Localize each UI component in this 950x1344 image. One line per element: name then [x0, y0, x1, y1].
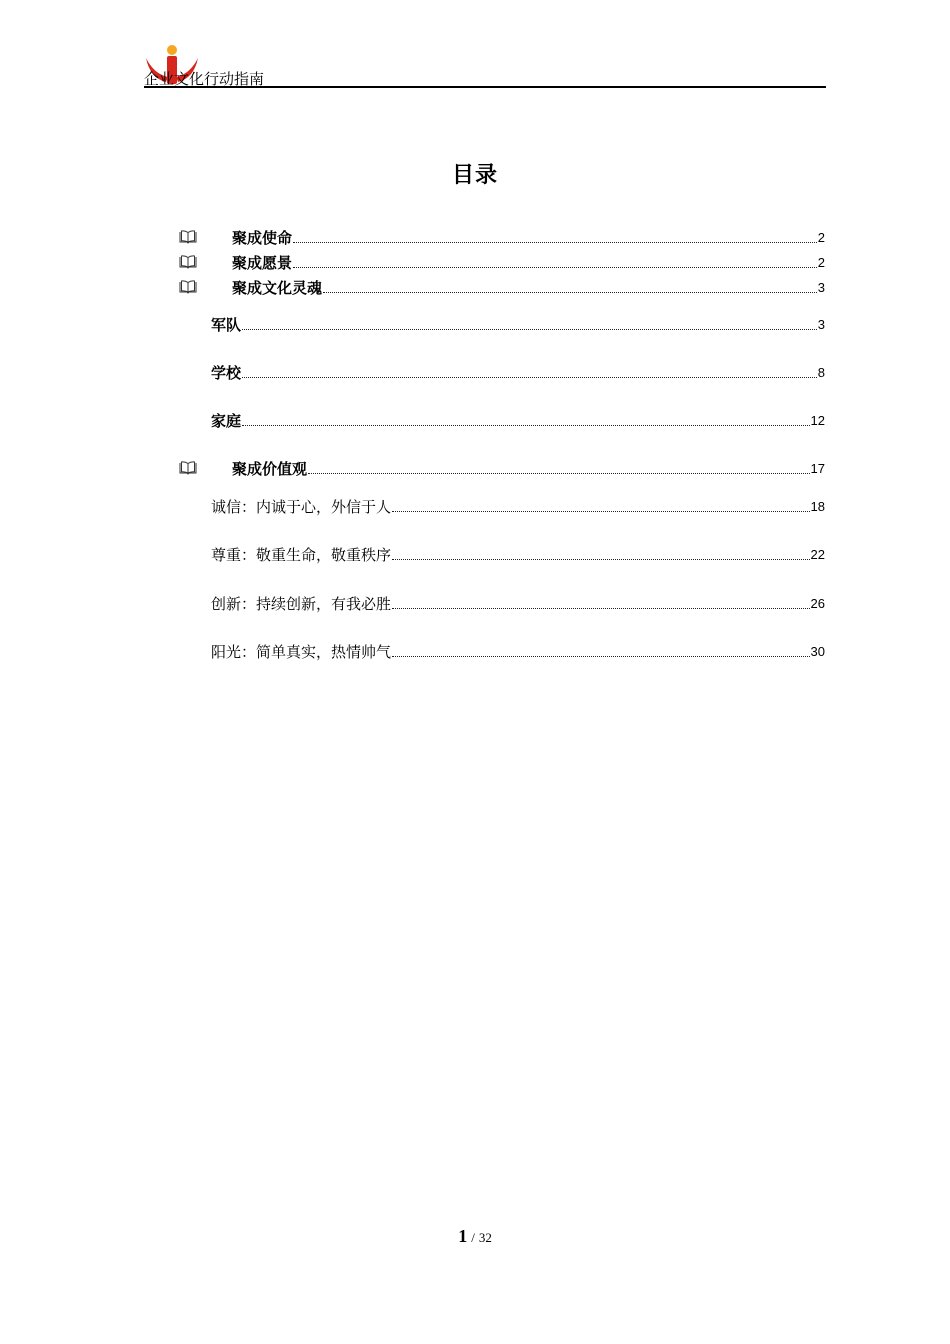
toc-entry-page-number: 8	[817, 365, 825, 380]
dot-leader	[392, 558, 810, 560]
dot-leader	[242, 328, 817, 330]
toc-entry-label: 聚成愿景	[232, 254, 293, 272]
toc-entry-page-number: 12	[810, 413, 825, 428]
toc-entry-label: 聚成价值观	[232, 460, 308, 478]
toc-entry[interactable]	[211, 362, 825, 382]
toc-entry[interactable]	[232, 252, 825, 272]
toc-entry-page-number: 18	[810, 499, 825, 514]
page-separator: /	[471, 1230, 475, 1245]
toc-entry[interactable]	[211, 544, 825, 564]
toc-entry[interactable]	[211, 593, 825, 613]
toc-entry-page-number: 2	[817, 230, 825, 245]
open-book-icon	[179, 230, 197, 244]
toc-entry-label: 聚成文化灵魂	[232, 279, 323, 297]
header-title: 企业文化行动指南	[144, 70, 265, 88]
toc-entry-label: 家庭	[211, 412, 242, 430]
toc-title: 目录	[451, 163, 498, 188]
toc-entry[interactable]	[232, 458, 825, 478]
dot-leader	[293, 241, 817, 243]
total-pages: 32	[478, 1230, 492, 1245]
dot-leader	[323, 291, 817, 293]
toc-entry-label: 军队	[211, 316, 242, 334]
toc-entry-label: 聚成使命	[232, 229, 293, 247]
toc-entry-label: 阳光：简单真实，热情帅气	[211, 643, 392, 661]
dot-leader	[242, 376, 817, 378]
toc-entry-page-number: 2	[817, 255, 825, 270]
toc-entry-page-number: 30	[810, 644, 825, 659]
toc-entry[interactable]	[211, 641, 825, 661]
dot-leader	[308, 472, 810, 474]
dot-leader	[293, 266, 817, 268]
toc-entry-page-number: 3	[817, 280, 825, 295]
dot-leader	[242, 424, 810, 426]
open-book-icon	[179, 255, 197, 269]
toc-entry-page-number: 3	[817, 317, 825, 332]
toc-entry-label: 学校	[211, 364, 242, 382]
toc-entry[interactable]	[211, 314, 825, 334]
toc-entry[interactable]	[232, 227, 825, 247]
page-footer	[0, 1226, 950, 1247]
open-book-icon	[179, 461, 197, 475]
toc-entry-page-number: 26	[810, 596, 825, 611]
header-rule	[144, 86, 826, 88]
dot-leader	[392, 607, 810, 609]
dot-leader	[392, 510, 810, 512]
toc-entry-label: 创新：持续创新，有我必胜	[211, 595, 392, 613]
toc-entry-label: 诚信：内诚于心，外信于人	[211, 498, 392, 516]
toc-entry-page-number: 17	[810, 461, 825, 476]
open-book-icon	[179, 280, 197, 294]
dot-leader	[392, 655, 810, 657]
toc-entry-page-number: 22	[810, 547, 825, 562]
current-page-number: 1	[458, 1226, 468, 1246]
toc-entry[interactable]	[232, 277, 825, 297]
toc-entry-label: 尊重：敬重生命，敬重秩序	[211, 546, 392, 564]
page-header	[144, 44, 826, 90]
toc-entry[interactable]	[211, 496, 825, 516]
toc-entry[interactable]	[211, 410, 825, 430]
